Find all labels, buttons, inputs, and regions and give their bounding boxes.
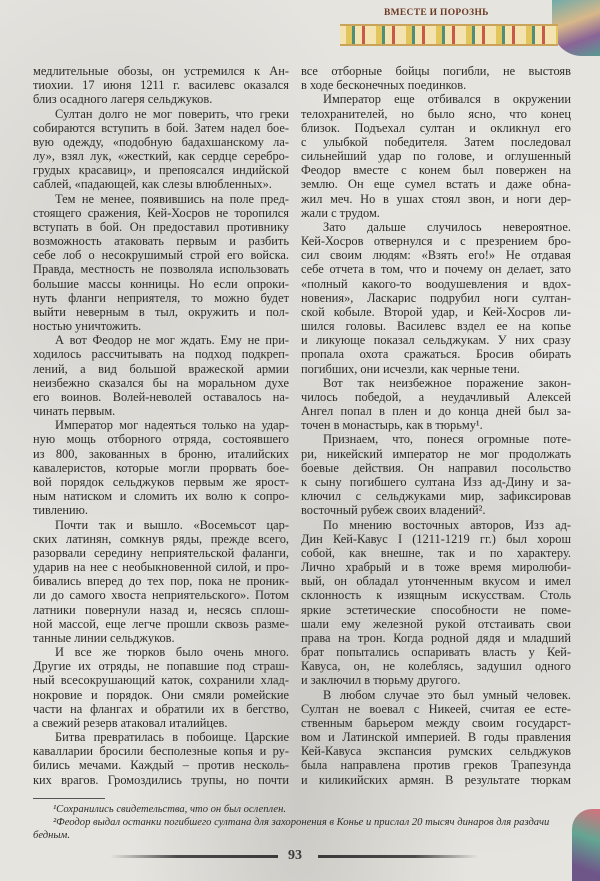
text-line: ной массой, еще легче прошли сквозь разме- [33,616,289,631]
text-line: Кей-Хосров отвернулся и с презрением бро- [301,234,571,249]
text-line: Почти так и вышло. «Восемьсот цар- [55,517,289,532]
text-line: и киликийских армян. В результате тюркам [301,772,571,787]
text-line: себе отчета в том, что и почему он делает, зато [301,262,571,277]
text-line: близок. Подъехал султан и окликнул его [301,120,571,135]
text-line: и заключил в тюрьму другого. [301,673,461,688]
text-line: Другие их отряды, не попавшие под страш- [33,659,289,674]
text-line: ской кобыле. Второй удар, и Кей-Хосров ли- [301,304,571,319]
text-column-left [33,64,289,787]
text-line: нокровие и порядок. Они смяли ромейские [33,687,289,702]
text-line: Император еще отбивался в окружении [323,92,571,107]
text-line: кавалеристов, которые могли прорвать бое- [33,460,289,475]
ornament-bottom-right [572,809,600,881]
running-title: ВМЕСТЕ И ПОРОЗНЬ [384,8,489,18]
text-line: чилось победой, а неудачливый Алексей [301,389,571,404]
text-line: А вот Феодор не мог ждать. Ему не при- [55,333,289,348]
text-line: вый, он обладал утонченным вкусом и имел [301,574,571,589]
footnote-1: ¹Сохранились свидетельства, что он был ослеплен. [53,804,286,815]
text-line: тиохии. 17 июня 1211 г. василевс оказался [33,78,289,93]
text-line: погибших, они исчезли, как черные тени. [301,361,520,376]
text-line: в ходе бесконечных поединков. [301,78,467,93]
text-line: ударив на нее с необыкновенной силой, и про- [33,560,289,575]
text-line: тивлению. [33,503,89,518]
text-line: Битва превратилась в побоище. Царские [55,730,289,745]
text-line: ную мощь отборного отряда, состоявшего [33,432,289,447]
text-line: лений, а вид большой вражеской армии [33,361,289,376]
text-line: Султан долго не мог поверить, что греки [55,106,289,121]
text-line: близ осадного лагеря сельджуков. [33,92,213,107]
footnote-separator [33,798,105,799]
text-line: была направлена против греков Трапезунда [301,758,571,773]
text-column-right [301,64,571,787]
text-line: жил меч. Но в ушах стоял звон, и ноги дер- [301,191,571,206]
text-line: вом и Латинской империей. В годы правления [301,730,571,745]
text-line: ходилось рассчитывать на подход подкреп- [33,347,289,362]
text-line: а свежий резерв атаковал италийцев. [33,715,228,730]
page-number: 93 [288,848,302,863]
text-line: с улыбкой победителя. Затем последовал [301,134,571,149]
text-line: бились мечами. Каждый – против несколь- [33,758,289,773]
text-line: к сыну погибшего султана Изз ад-Дину и за- [301,474,571,489]
text-line: ли до самого хвоста неприятельского». Потом [33,588,289,603]
text-line: По мнению восточных авторов, Изз ад- [323,517,571,532]
text-line: склонность к изящным искусствам. Столь [301,588,571,603]
text-line: части на флангах и обратили их в бегство, [33,701,289,716]
text-line: Признаем, что, понеся огромные поте- [323,432,571,447]
text-line: права на трон. Когда родной дядя и младший [301,630,571,645]
text-line: Зато дальше случилось невероятное. [323,219,571,234]
text-line: его воинов. Волей-неволей оставалось на- [33,389,289,404]
text-line: Дин Кей-Кавус I (1211-1219 гг.) был хорош [301,531,571,546]
footnote-2: ²Феодор выдал останки погибшего султана для захоронения в Конье и прислал 20 тысяч динаров для раздачи бедным. [33,817,550,841]
text-line: брат попытались оспаривать власть у Кей- [301,645,571,660]
text-line: и ликующе показал сельджукам. У них сразу [301,333,571,348]
text-line: Кей-Кавуса экспансия румских сельджуков [301,744,571,759]
text-line: себе лоб о несокрушимый строй его войска. [33,248,289,263]
text-line: Ангел попал в плен и до конца дней был за- [301,404,571,419]
text-line: вступать в бой. Он предоставил противнику [33,219,289,234]
text-line: неизбежно сказался бы на моральном духе [33,375,289,390]
text-line: ный всесокрушающий каток, сохранили хлад- [33,673,289,688]
text-line: ным натиском и сломить их волю к сопро- [33,489,289,504]
text-line: лу», взял лук, «жесткий, как сердце серебро- [33,149,289,164]
text-line: землю. Он еще сумел встать и даже обна- [301,177,571,192]
text-line: Феодор вместе с конем был повержен на [301,163,571,178]
text-line: точен в монастырь, как в тюрьму¹. [301,418,483,433]
text-line: телохранителей, но было ясно, что конец [301,106,571,121]
text-line: ностью уничтожить. [33,319,142,334]
text-line: стоящего сражения, Кей-Хосров не торопился [33,205,289,220]
text-line: саблей, «падающей, как слезы влюбленных». [33,177,272,192]
text-line: пропала охота сражаться. Бросив обирать [301,347,571,362]
text-line: ких врагов. Громоздились трупы, но почти [33,772,289,787]
text-line: медлительные обозы, он устремился к Ан- [33,64,289,78]
text-line: собираются вступить в бой. Затем надел бое- [33,120,289,135]
text-line: Правда, местность не позволяла использовать [33,262,289,277]
text-line: из 800, закованных в броню, италийских [33,446,289,461]
text-line: выйти неверным в тыл, окружить и пол- [33,304,289,319]
text-line: большие массы конницы. Но если опроки- [33,276,289,291]
text-line: жали с трудом. [301,205,380,220]
text-line: Вот так неизбежное поражение закон- [323,375,571,390]
text-line: кавалларии бросили бесполезные копья и ру- [33,744,289,759]
text-line: шали ему железной рукой отстаивать свои [301,616,571,631]
text-line: нуть фланги неприятеля, то можно будет [33,290,289,305]
text-line: Император мог надеяться только на удар- [55,418,289,433]
text-line: ских латинян, сомкнув ряды, прежде всего, [33,531,289,546]
text-line: сил своим людям: «Взять его!» Не отдавая [301,248,571,263]
text-line: возможность атаковать первым и разбить [33,234,289,249]
text-line: новения», Ласкарис подрубил ноги султан- [301,290,571,305]
text-line: ственным барьером между своим государст- [301,715,571,730]
text-line: все отборные бойцы погибли, не выстояв [301,64,571,78]
text-line: яркие эстетические способности не поме- [301,602,571,617]
text-line: Кавуса, он, не колеблясь, задушил одного [301,659,571,674]
text-line: восточный рубеж своих владений². [301,503,486,518]
ornament-top-right [552,0,600,56]
text-line: сильнейший удар по голове, и оглушенный [301,149,571,164]
text-line: И все же тюрков было очень много. [55,645,289,660]
text-line: шился головы. Василевс вздел ее на копье [301,319,571,334]
text-line: В любом случае это был умный человек. [323,687,571,702]
text-line: боевые действия. Он направил посольство [301,460,571,475]
text-line: Лично храбрый и в тоже время миролюби- [301,560,571,575]
text-line: Султан не воевал с Никеей, считая ее есте- [301,701,571,716]
text-line: чинать первым. [33,404,116,419]
page-number-rule-right [318,855,478,858]
text-line: бивались вперед до тех пор, пока не проник- [33,574,289,589]
page-number-rule-left [110,855,278,858]
text-line: вую одежду, «подобную бадахшанскому ла- [33,134,289,149]
text-line: «полный какого-то воодушевления и вдох- [301,276,571,291]
text-line: ключил с сельджуками мир, зафиксировав [301,489,571,504]
ornamental-band [340,24,558,46]
text-line: разорвали середину неприятельской фаланги, [33,545,289,560]
text-line: Тем не менее, появившись на поле пред- [55,191,289,206]
text-line: собой, как внешне, так и по характеру. [301,545,571,560]
text-line: вой порядок сельджуков первым же ярост- [33,474,289,489]
text-line: латники повернули назад и, несясь сплош- [33,602,289,617]
text-line: грудых красавиц», и препоясался индийской [33,163,289,178]
text-line: ри, никейский император не мог продолжать [301,446,571,461]
text-line: танные линии сельджуков. [33,630,175,645]
